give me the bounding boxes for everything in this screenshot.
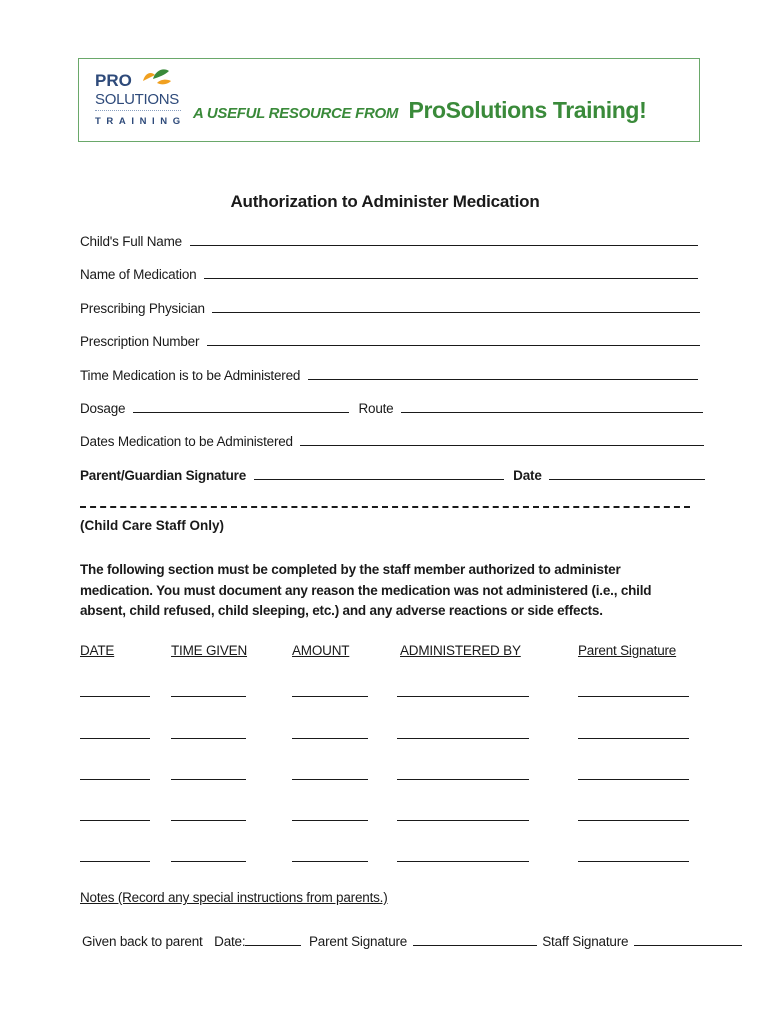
log-amount-field[interactable] bbox=[292, 779, 368, 780]
column-header-parent-signature: Parent Signature bbox=[578, 643, 677, 658]
time-row bbox=[80, 367, 698, 383]
dosage-label: Dosage bbox=[80, 401, 126, 416]
log-time-field[interactable] bbox=[171, 738, 246, 739]
prescription-number-label: Prescription Number bbox=[80, 334, 200, 349]
child-name-field[interactable] bbox=[190, 233, 698, 246]
log-administered-by-field[interactable] bbox=[397, 738, 529, 739]
header-banner bbox=[78, 58, 700, 142]
log-time-field[interactable] bbox=[171, 696, 246, 697]
staff-signature-label: Staff Signature bbox=[542, 934, 629, 949]
logo-line-pro: PRO bbox=[95, 71, 132, 90]
log-parent-signature-field[interactable] bbox=[578, 738, 689, 739]
notes-heading: Notes (Record any special instructions from parents.) bbox=[80, 890, 388, 905]
return-date-label: Date: bbox=[214, 934, 246, 949]
leaf-logo-icon bbox=[139, 67, 173, 89]
column-header-date: DATE bbox=[80, 643, 115, 658]
logo-divider bbox=[95, 110, 181, 114]
staff-signature-field[interactable] bbox=[634, 933, 742, 946]
column-header-amount: AMOUNT bbox=[292, 643, 350, 658]
dates-field[interactable] bbox=[300, 433, 704, 446]
return-parent-signature-field[interactable] bbox=[413, 933, 537, 946]
log-amount-field[interactable] bbox=[292, 696, 368, 697]
log-parent-signature-field[interactable] bbox=[578, 779, 689, 780]
time-label: Time Medication is to be Administered bbox=[80, 368, 301, 383]
column-header-administered-by: ADMINISTERED BY bbox=[400, 643, 521, 658]
prescription-number-field[interactable] bbox=[207, 333, 700, 346]
route-field[interactable] bbox=[401, 400, 703, 413]
log-date-field[interactable] bbox=[80, 820, 150, 821]
medication-name-row bbox=[80, 266, 698, 282]
tagline-prefix: A USEFUL RESOURCE FROM bbox=[193, 105, 399, 122]
log-time-field[interactable] bbox=[171, 861, 246, 862]
child-name-row bbox=[80, 233, 698, 249]
physician-row bbox=[80, 300, 700, 316]
log-administered-by-field[interactable] bbox=[397, 779, 529, 780]
child-name-label: Child's Full Name bbox=[80, 234, 182, 249]
medication-name-label: Name of Medication bbox=[80, 267, 197, 282]
dates-row bbox=[80, 433, 704, 449]
physician-field[interactable] bbox=[212, 300, 700, 313]
form-title: Authorization to Administer Medication bbox=[230, 192, 540, 211]
column-header-time-given: TIME GIVEN bbox=[171, 643, 248, 658]
route-label: Route bbox=[358, 401, 394, 416]
dosage-route-row bbox=[80, 400, 703, 416]
return-parent-signature-label: Parent Signature bbox=[308, 934, 408, 949]
staff-instructions: The following section must be completed by the staff member authorized to administer medication. You must document any reason the medication was not administered (i.e., child absent, child refused, child sleeping, etc.) and any adverse reactions or side effects. bbox=[80, 562, 652, 618]
dates-label: Dates Medication to be Administered bbox=[80, 434, 293, 449]
date-field[interactable] bbox=[549, 467, 705, 480]
logo-line-solutions: SOLUTIONS bbox=[95, 91, 179, 108]
section-divider bbox=[80, 506, 690, 508]
log-amount-field[interactable] bbox=[292, 820, 368, 821]
log-parent-signature-field[interactable] bbox=[578, 820, 689, 821]
log-amount-field[interactable] bbox=[292, 861, 368, 862]
return-date-field[interactable] bbox=[245, 933, 301, 946]
return-row bbox=[82, 933, 742, 949]
parent-signature-label: Parent/Guardian Signature bbox=[80, 468, 247, 483]
time-field[interactable] bbox=[308, 367, 698, 380]
tagline-brand: ProSolutions Training! bbox=[408, 97, 647, 123]
prosolutions-logo bbox=[93, 65, 193, 135]
log-amount-field[interactable] bbox=[292, 738, 368, 739]
staff-only-heading: (Child Care Staff Only) bbox=[80, 518, 225, 533]
log-time-field[interactable] bbox=[171, 779, 246, 780]
log-date-field[interactable] bbox=[80, 779, 150, 780]
parent-signature-row bbox=[80, 467, 705, 483]
log-date-field[interactable] bbox=[80, 738, 150, 739]
log-administered-by-field[interactable] bbox=[397, 820, 529, 821]
prescription-number-row bbox=[80, 333, 700, 349]
log-administered-by-field[interactable] bbox=[397, 861, 529, 862]
log-parent-signature-field[interactable] bbox=[578, 861, 689, 862]
log-parent-signature-field[interactable] bbox=[578, 696, 689, 697]
date-label: Date bbox=[513, 468, 542, 483]
logo-line-training: TRAINING bbox=[95, 116, 186, 127]
given-back-label: Given back to parent bbox=[82, 934, 203, 949]
log-time-field[interactable] bbox=[171, 820, 246, 821]
physician-label: Prescribing Physician bbox=[80, 301, 205, 316]
dosage-field[interactable] bbox=[133, 400, 349, 413]
log-administered-by-field[interactable] bbox=[397, 696, 529, 697]
parent-signature-field[interactable] bbox=[254, 467, 504, 480]
log-date-field[interactable] bbox=[80, 696, 150, 697]
medication-name-field[interactable] bbox=[204, 266, 698, 279]
banner-tagline bbox=[193, 97, 646, 124]
log-date-field[interactable] bbox=[80, 861, 150, 862]
